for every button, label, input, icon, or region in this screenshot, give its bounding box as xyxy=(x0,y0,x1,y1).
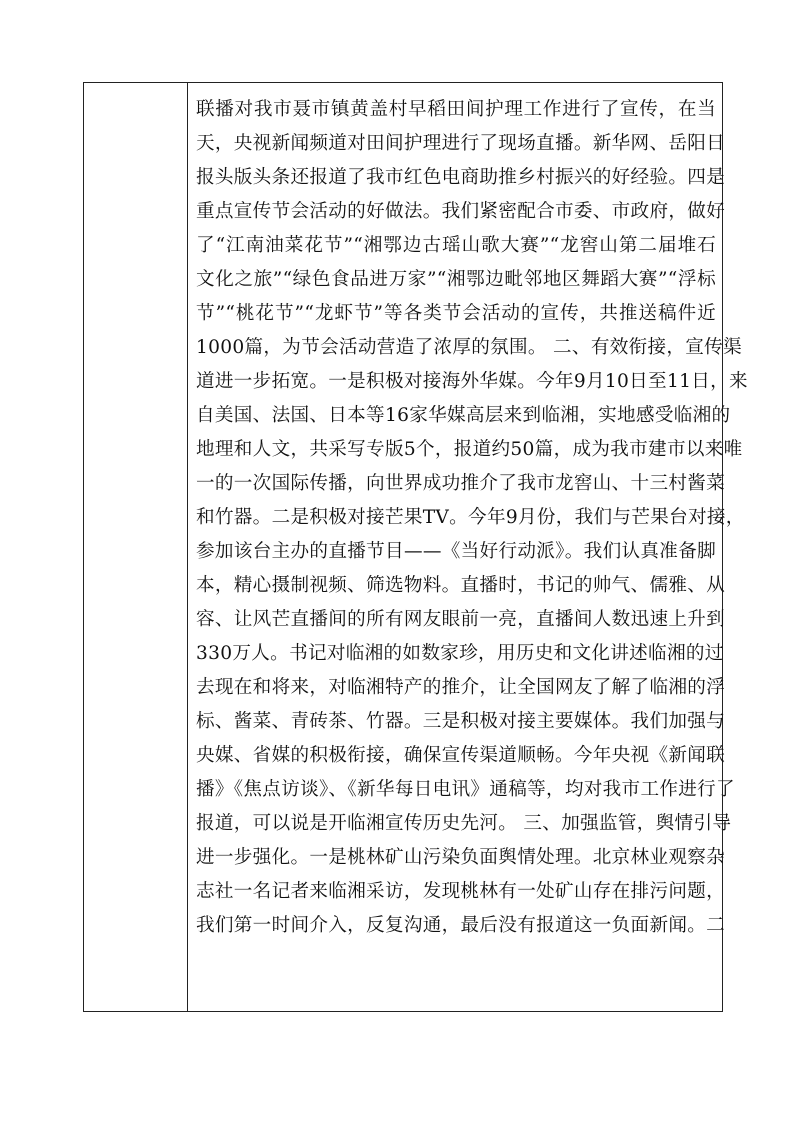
body-text xyxy=(196,93,748,943)
text-line: 播》《焦点访谈》、《新华每日电讯》通稿等，均对我市工作进行了 xyxy=(196,779,735,800)
text-line: 志社一名记者来临湘采访，发现桃林有一处矿山存在排污问题， xyxy=(196,881,726,902)
text-line: 文化之旅”“绿色食品进万家”“湘鄂边毗邻地区舞蹈大赛”“浮标 xyxy=(196,269,716,290)
form-table xyxy=(83,82,748,1012)
text-line: 和竹器。二是积极对接芒果TV。今年9月份，我们与芒果台对接， xyxy=(196,507,745,528)
text-line: 参加该台主办的直播节目——《当好行动派》。我们认真准备脚 xyxy=(196,541,716,562)
text-line: 节”“桃花节”“龙虾节”等各类节会活动的宣传，共推送稿件近 xyxy=(196,303,716,324)
text-line: 道进一步拓宽。一是积极对接海外华媒。今年9月10日至11日，来 xyxy=(196,371,748,392)
text-line: 天，央视新闻频道对田间护理进行了现场直播。新华网、岳阳日 xyxy=(196,133,726,154)
text-line: 联播对我市聂市镇黄盖村早稻田间护理工作进行了宣传，在当 xyxy=(196,99,716,120)
text-line: 容、让风芒直播间的所有网友眼前一亮，直播间人数迅速上升到 xyxy=(196,609,726,630)
text-line: 330万人。书记对临湘的如数家珍，用历史和文化讲述临湘的过 xyxy=(196,643,724,664)
text-line: 我们第一时间介入，反复沟通，最后没有报道这一负面新闻。二 xyxy=(196,915,726,936)
text-line: 标、酱菜、青砖茶、竹器。三是积极对接主要媒体。我们加强与 xyxy=(196,711,726,732)
text-line: 1000篇，为节会活动营造了浓厚的氛围。 二、有效衔接，宣传渠 xyxy=(196,337,742,358)
table-label-cell xyxy=(84,83,188,1011)
text-line: 进一步强化。一是桃林矿山污染负面舆情处理。北京林业观察杂 xyxy=(196,847,726,868)
text-line: 报道，可以说是开临湘宣传历史先河。 三、加强监管，舆情引导 xyxy=(196,813,732,834)
text-line: 重点宣传节会活动的好做法。我们紧密配合市委、市政府，做好 xyxy=(196,201,726,222)
text-line: 本，精心摄制视频、筛选物料。直播时，书记的帅气、儒雅、从 xyxy=(196,575,726,596)
text-line: 了“江南油菜花节”“湘鄂边古瑶山歌大赛”“龙窖山第二届堆石 xyxy=(196,235,716,256)
table-content-cell xyxy=(188,83,748,1011)
text-line: 一的一次国际传播，向世界成功推介了我市龙窖山、十三村酱菜 xyxy=(196,473,726,494)
text-line: 去现在和将来，对临湘特产的推介，让全国网友了解了临湘的浮 xyxy=(196,677,726,698)
text-line: 央媒、省媒的积极衔接，确保宣传渠道顺畅。今年央视《新闻联 xyxy=(196,745,726,766)
text-line: 地理和人文，共采写专版5个，报道约50篇，成为我市建市以来唯 xyxy=(196,439,743,460)
text-line: 自美国、法国、日本等16家华媒高层来到临湘，实地感受临湘的 xyxy=(196,405,731,426)
text-line: 报头版头条还报道了我市红色电商助推乡村振兴的好经验。四是 xyxy=(196,167,726,188)
